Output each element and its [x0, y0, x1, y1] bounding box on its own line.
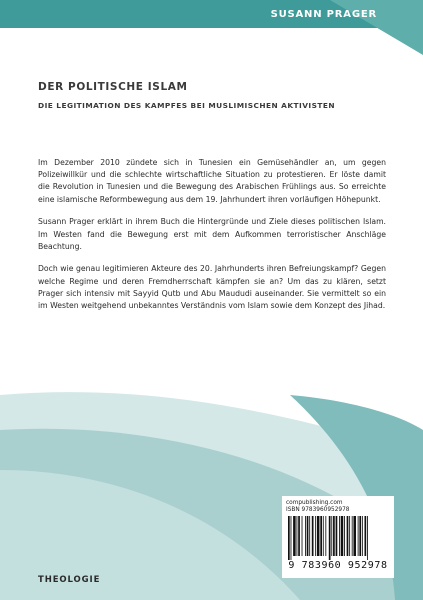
barcode-bar	[323, 516, 324, 556]
barcode-bar	[293, 516, 296, 556]
blurb-paragraph-3: Doch wie genau legitimieren Akteure des 20. Jahrhunderts ihren Befreiungskampf? Gegen welche Regime und deren Fremdherrschaft kämpfen sie an? Um das zu klären, setzt Prager sich intensiv mit Sayyid Qutb und Abu Maududi auseinander. Sie vermittelt so ein im Westen weitgehend unbekanntes Verständnis vom Islam sowie dem Konzept des Jihad.	[38, 264, 386, 311]
barcode-bar	[358, 516, 359, 556]
barcode-bar	[349, 516, 350, 556]
barcode-bar	[367, 516, 368, 560]
barcode-bar	[353, 516, 356, 556]
barcode-bar	[331, 516, 332, 556]
barcode-bar	[347, 516, 349, 556]
book-subtitle: DIE LEGITIMATION DES KAMPFES BEI MUSLIMISCHEN AKTIVISTEN	[38, 101, 335, 110]
barcode-bar	[362, 516, 363, 556]
author-name: SUSANN PRAGER	[270, 9, 377, 20]
barcode-bar	[339, 516, 340, 556]
barcode-bar	[302, 516, 303, 556]
blurb-paragraph-2: Susann Prager erklärt in ihrem Buch die Hintergründe und Ziele dieses politischen Islam. Im Westen fand die Bewegung erst mit dem Aufkommen terroristischer Anschläge Beachtung.	[38, 217, 386, 251]
barcode-bar	[344, 516, 345, 556]
barcode-bar	[341, 516, 344, 556]
barcode-bar	[320, 516, 322, 556]
blurb	[38, 157, 386, 323]
barcode-bar	[297, 516, 298, 556]
barcode	[288, 516, 390, 560]
barcode-bar	[317, 516, 320, 556]
blurb-paragraph-1: Im Dezember 2010 zündete sich in Tunesien ein Gemüsehändler an, um gegen Polizeiwillkür und die schlechte wirtschaftliche Situation zu protestieren. Er löste damit die Revolution in Tunesien und die Bewegung des Arabischen Frühlings aus. So erreichte eine islamische Reformbewegung aus dem 19. Jahrhundert ihren vorläufigen Höhepunkt.	[38, 158, 386, 204]
isbn-number: ISBN 9783960952978	[286, 507, 350, 513]
barcode-bar	[352, 516, 353, 556]
barcode-bar	[288, 516, 290, 560]
category-label: THEOLOGIE	[38, 575, 101, 585]
barcode-bar	[291, 516, 292, 560]
barcode-bar	[305, 516, 306, 556]
barcode-digits: 9 783960 952978	[288, 560, 388, 571]
barcode-bar	[309, 516, 310, 556]
barcode-bar	[312, 516, 314, 556]
barcode-bar	[315, 516, 316, 556]
book-title: DER POLITISCHE ISLAM	[38, 81, 188, 93]
isbn-block	[282, 496, 394, 578]
barcode-bar	[307, 516, 309, 556]
barcode-bar	[298, 516, 300, 556]
publisher-url: compublishing.com	[286, 500, 343, 506]
barcode-bar	[365, 516, 367, 556]
barcode-bar	[333, 516, 335, 556]
barcode-bar	[325, 516, 326, 556]
barcode-bar	[329, 516, 331, 560]
barcode-bar	[359, 516, 361, 556]
barcode-bar	[336, 516, 338, 556]
